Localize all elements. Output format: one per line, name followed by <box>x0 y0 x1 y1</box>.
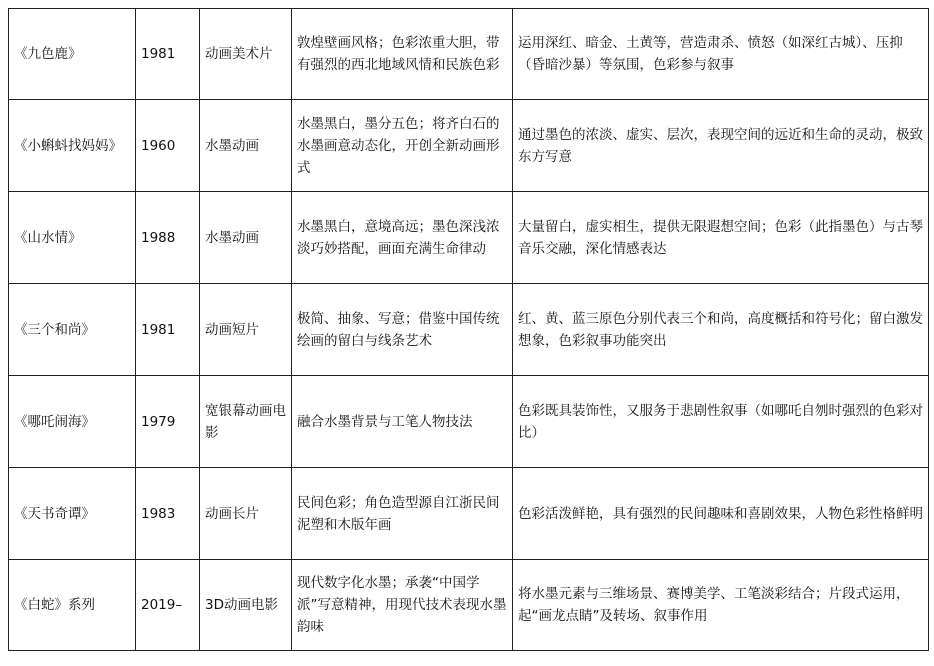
table-row <box>9 560 929 651</box>
color-use-cell: 通过墨色的浓淡、虚实、层次，表现空间的远近和生命的灵动，极致东方写意 <box>513 100 929 192</box>
art-style-cell: 水墨黑白，意境高远；墨色深浅浓淡巧妙搭配，画面充满生命律动 <box>292 192 513 284</box>
art-style-cell: 民间色彩；角色造型源自江浙民间泥塑和木版年画 <box>292 468 513 560</box>
table-row <box>9 284 929 376</box>
year-cell: 1960 <box>136 100 200 192</box>
table-row <box>9 9 929 100</box>
film-type-cell: 水墨动画 <box>200 100 292 192</box>
table-row <box>9 192 929 284</box>
art-style-cell: 现代数字化水墨；承袭“中国学派”写意精神，用现代技术表现水墨韵味 <box>292 560 513 651</box>
color-use-cell: 红、黄、蓝三原色分别代表三个和尚，高度概括和符号化；留白激发想象，色彩叙事功能突出 <box>513 284 929 376</box>
film-type-cell: 动画美术片 <box>200 9 292 100</box>
color-use-cell: 色彩活泼鲜艳，具有强烈的民间趣味和喜剧效果，人物色彩性格鲜明 <box>513 468 929 560</box>
table-row <box>9 468 929 560</box>
color-use-cell: 将水墨元素与三维场景、赛博美学、工笔淡彩结合；片段式运用，起“画龙点睛”及转场、叙事作用 <box>513 560 929 651</box>
art-style-cell: 融合水墨背景与工笔人物技法 <box>292 376 513 468</box>
film-title-cell: 《白蛇》系列 <box>9 560 136 651</box>
year-cell: 1983 <box>136 468 200 560</box>
color-use-cell: 运用深红、暗金、土黄等，营造肃杀、愤怒（如深红古城）、压抑（昏暗沙暴）等氛围，色彩参与叙事 <box>513 9 929 100</box>
film-title-cell: 《天书奇谭》 <box>9 468 136 560</box>
film-type-cell: 3D动画电影 <box>200 560 292 651</box>
film-type-cell: 动画长片 <box>200 468 292 560</box>
film-title-cell: 《三个和尚》 <box>9 284 136 376</box>
film-type-cell: 宽银幕动画电影 <box>200 376 292 468</box>
art-style-cell: 极简、抽象、写意；借鉴中国传统绘画的留白与线条艺术 <box>292 284 513 376</box>
film-title-cell: 《九色鹿》 <box>9 9 136 100</box>
art-style-cell: 敦煌壁画风格；色彩浓重大胆，带有强烈的西北地域风情和民族色彩 <box>292 9 513 100</box>
year-cell: 2019– <box>136 560 200 651</box>
chinese-animation-color-table <box>8 8 929 651</box>
table-row <box>9 100 929 192</box>
film-type-cell: 水墨动画 <box>200 192 292 284</box>
year-cell: 1988 <box>136 192 200 284</box>
film-title-cell: 《哪吒闹海》 <box>9 376 136 468</box>
color-use-cell: 色彩既具装饰性，又服务于悲剧性叙事（如哪吒自刎时强烈的色彩对比） <box>513 376 929 468</box>
year-cell: 1981 <box>136 284 200 376</box>
film-title-cell: 《山水情》 <box>9 192 136 284</box>
color-use-cell: 大量留白，虚实相生，提供无限遐想空间；色彩（此指墨色）与古琴音乐交融，深化情感表达 <box>513 192 929 284</box>
film-type-cell: 动画短片 <box>200 284 292 376</box>
film-title-cell: 《小蝌蚪找妈妈》 <box>9 100 136 192</box>
year-cell: 1979 <box>136 376 200 468</box>
art-style-cell: 水墨黑白，墨分五色；将齐白石的水墨画意动态化，开创全新动画形式 <box>292 100 513 192</box>
year-cell: 1981 <box>136 9 200 100</box>
table-row <box>9 376 929 468</box>
